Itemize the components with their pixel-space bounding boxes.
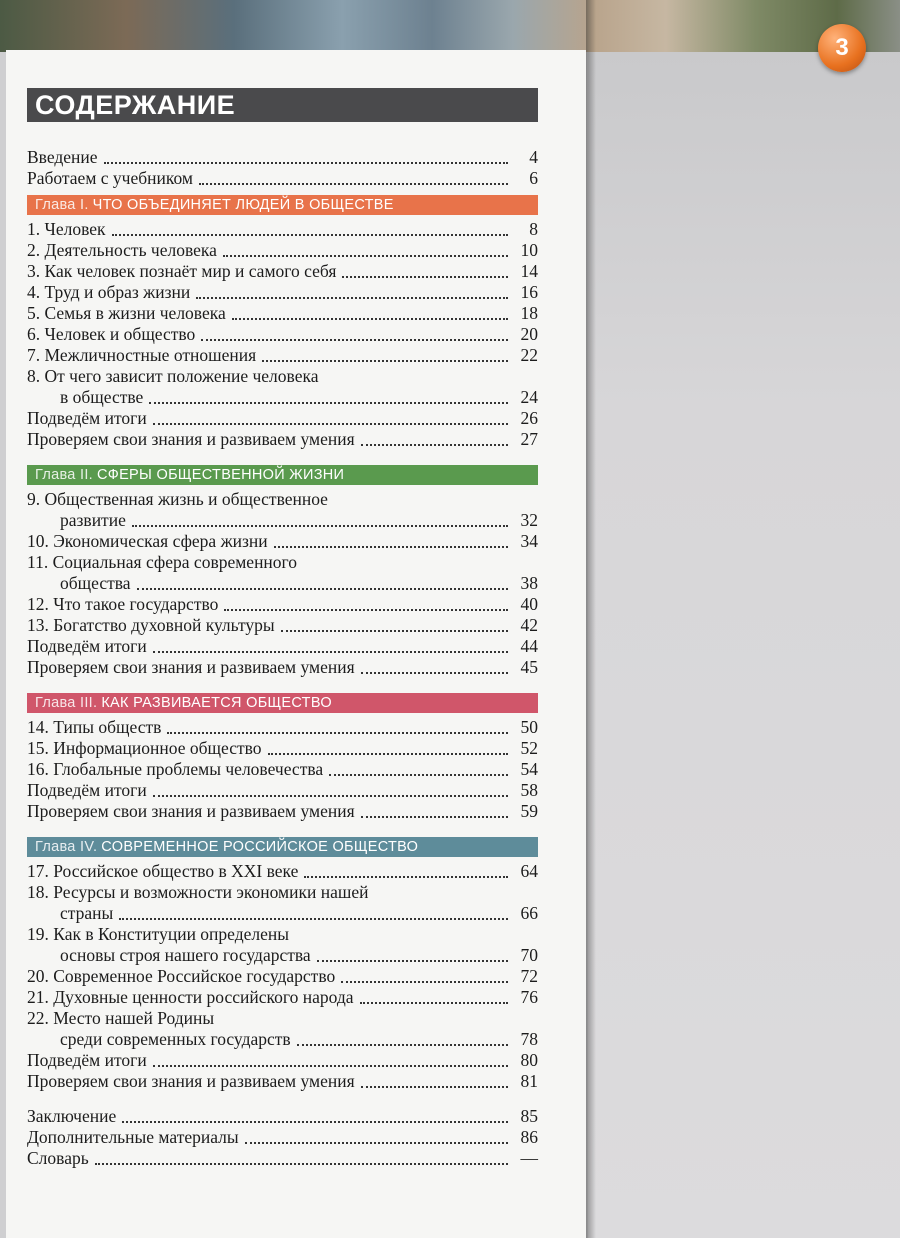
toc-page-number: — bbox=[520, 1148, 538, 1168]
toc-entry[interactable] bbox=[27, 282, 538, 303]
leader-dots bbox=[361, 812, 508, 818]
toc-entry-title: Заключение bbox=[27, 1106, 117, 1126]
toc-entry[interactable] bbox=[27, 345, 538, 366]
toc-entry-title: Подведём итоги bbox=[27, 408, 147, 428]
toc-page-number: 80 bbox=[520, 1050, 538, 1070]
toc-entry[interactable] bbox=[27, 657, 538, 678]
toc-entry[interactable] bbox=[27, 1127, 538, 1148]
leader-dots bbox=[224, 605, 508, 611]
leader-dots bbox=[119, 914, 508, 920]
toc-entry-title: Подведём итоги bbox=[27, 780, 147, 800]
toc-entry[interactable] bbox=[27, 801, 538, 822]
toc-entry[interactable] bbox=[27, 261, 538, 282]
toc-entry-title: 7. Межличностные отношения bbox=[27, 345, 257, 365]
toc-entry-continuation[interactable] bbox=[27, 945, 538, 966]
toc-entry-title: Проверяем свои знания и развиваем умения bbox=[27, 429, 355, 449]
toc-entry-title: 12. Что такое государство bbox=[27, 594, 219, 614]
toc-entry-title: 8. От чего зависит положение человека bbox=[27, 366, 319, 386]
toc-entry-title-continued: среди современных государств bbox=[60, 1029, 291, 1049]
toc-entry[interactable] bbox=[27, 966, 538, 987]
toc-entry[interactable] bbox=[27, 1050, 538, 1071]
leader-dots bbox=[304, 872, 508, 878]
toc-entry-continuation[interactable] bbox=[27, 510, 538, 531]
toc-entry[interactable] bbox=[27, 489, 538, 510]
leader-dots bbox=[223, 251, 508, 257]
toc-entry-title: 18. Ресурсы и возможности экономики нашей bbox=[27, 882, 369, 902]
toc-entry[interactable] bbox=[27, 531, 538, 552]
leader-dots bbox=[199, 179, 508, 185]
leader-dots bbox=[153, 1061, 508, 1067]
leader-dots bbox=[245, 1138, 508, 1144]
leader-dots bbox=[149, 398, 508, 404]
chapter-number: Глава I. bbox=[35, 197, 89, 213]
chapter-number: Глава IV. bbox=[35, 839, 98, 855]
leader-dots bbox=[95, 1159, 508, 1165]
toc-page-number: 14 bbox=[520, 261, 538, 281]
toc-entry-title: 4. Труд и образ жизни bbox=[27, 282, 191, 302]
toc-entry-title: Подведём итоги bbox=[27, 636, 147, 656]
toc-entry[interactable] bbox=[27, 366, 538, 387]
toc-entry-title: Проверяем свои знания и развиваем умения bbox=[27, 1071, 355, 1091]
toc-entry-title: 19. Как в Конституции определены bbox=[27, 924, 290, 944]
toc-page-number: 78 bbox=[520, 1029, 538, 1049]
toc-entry-title: Проверяем свои знания и развиваем умения bbox=[27, 657, 355, 677]
leader-dots bbox=[201, 335, 508, 341]
toc-page-number: 86 bbox=[520, 1127, 538, 1147]
toc-entry[interactable] bbox=[27, 861, 538, 882]
page-title: СОДЕРЖАНИЕ bbox=[27, 88, 538, 122]
toc-entry-title: 21. Духовные ценности российского народа bbox=[27, 987, 354, 1007]
toc-page-number: 16 bbox=[520, 282, 538, 302]
toc-entry[interactable] bbox=[27, 1148, 538, 1169]
toc-entry[interactable] bbox=[27, 408, 538, 429]
toc-entry[interactable] bbox=[27, 738, 538, 759]
leader-dots bbox=[297, 1040, 508, 1046]
toc-entry[interactable] bbox=[27, 303, 538, 324]
toc-entry-title: 3. Как человек познаёт мир и самого себя bbox=[27, 261, 337, 281]
toc-entry-continuation[interactable] bbox=[27, 1029, 538, 1050]
toc-page-number: 45 bbox=[520, 657, 538, 677]
toc-entry[interactable] bbox=[27, 324, 538, 345]
toc-entry[interactable] bbox=[27, 552, 538, 573]
toc-entry-title-continued: развитие bbox=[60, 510, 126, 530]
toc-entry[interactable] bbox=[27, 429, 538, 450]
leader-dots bbox=[104, 158, 508, 164]
toc-page-number: 76 bbox=[520, 987, 538, 1007]
chapter-heading[interactable] bbox=[27, 837, 538, 857]
toc-page-number: 54 bbox=[520, 759, 538, 779]
toc-entry[interactable] bbox=[27, 147, 538, 168]
leader-dots bbox=[112, 230, 508, 236]
leader-dots bbox=[153, 791, 508, 797]
toc-page-number: 81 bbox=[520, 1071, 538, 1091]
chapter-number: Глава III. bbox=[35, 695, 98, 711]
toc-entry[interactable] bbox=[27, 759, 538, 780]
toc-page-number: 40 bbox=[520, 594, 538, 614]
toc-entry-title: Подведём итоги bbox=[27, 1050, 147, 1070]
toc-entry[interactable] bbox=[27, 1106, 538, 1127]
chapter-heading[interactable] bbox=[27, 195, 538, 215]
toc-entry[interactable] bbox=[27, 636, 538, 657]
toc-page-number: 18 bbox=[520, 303, 538, 323]
toc-entry-continuation[interactable] bbox=[27, 903, 538, 924]
toc-page-number: 34 bbox=[520, 531, 538, 551]
toc-entry[interactable] bbox=[27, 594, 538, 615]
toc-entry-title: 13. Богатство духовной культуры bbox=[27, 615, 275, 635]
chapter-title: СФЕРЫ ОБЩЕСТВЕННОЙ ЖИЗНИ bbox=[96, 467, 345, 483]
toc-entry-title: Словарь bbox=[27, 1148, 89, 1168]
spacer bbox=[27, 1092, 538, 1106]
toc-entry-title: 14. Типы обществ bbox=[27, 717, 162, 737]
toc-page-number: 85 bbox=[520, 1106, 538, 1126]
toc-page-number: 50 bbox=[520, 717, 538, 737]
leader-dots bbox=[341, 977, 508, 983]
chapter-number: Глава II. bbox=[35, 467, 93, 483]
toc-page-number: 66 bbox=[520, 903, 538, 923]
toc-entry[interactable] bbox=[27, 1008, 538, 1029]
toc-entry[interactable] bbox=[27, 780, 538, 801]
leader-dots bbox=[167, 728, 508, 734]
table-of-contents bbox=[27, 147, 538, 1169]
toc-entry-title-continued: основы строя нашего государства bbox=[60, 945, 311, 965]
page-gutter bbox=[588, 52, 900, 1238]
toc-page-number: 59 bbox=[520, 801, 538, 821]
toc-entry-title-continued: страны bbox=[60, 903, 114, 923]
toc-page-number: 26 bbox=[520, 408, 538, 428]
toc-entry-title: 5. Семья в жизни человека bbox=[27, 303, 226, 323]
toc-entry-continuation[interactable] bbox=[27, 573, 538, 594]
leader-dots bbox=[268, 749, 508, 755]
spacer bbox=[27, 450, 538, 459]
chapter-title: ЧТО ОБЪЕДИНЯЕТ ЛЮДЕЙ В ОБЩЕСТВЕ bbox=[92, 197, 394, 213]
leader-dots bbox=[132, 521, 508, 527]
chapter-title: СОВРЕМЕННОЕ РОССИЙСКОЕ ОБЩЕСТВО bbox=[101, 839, 419, 855]
toc-page-number: 20 bbox=[520, 324, 538, 344]
toc-entry[interactable] bbox=[27, 240, 538, 261]
toc-page-number: 22 bbox=[520, 345, 538, 365]
toc-page-number: 42 bbox=[520, 615, 538, 635]
toc-entry[interactable] bbox=[27, 219, 538, 240]
page-number-badge: 3 bbox=[818, 24, 866, 72]
leader-dots bbox=[232, 314, 508, 320]
leader-dots bbox=[137, 584, 508, 590]
spacer bbox=[27, 678, 538, 687]
toc-entry[interactable] bbox=[27, 615, 538, 636]
toc-entry-title: 22. Место нашей Родины bbox=[27, 1008, 215, 1028]
toc-entry-title: 11. Социальная сфера современного bbox=[27, 552, 298, 572]
toc-entry-title: Работаем с учебником bbox=[27, 168, 193, 188]
leader-dots bbox=[361, 668, 508, 674]
leader-dots bbox=[317, 956, 508, 962]
toc-entry[interactable] bbox=[27, 987, 538, 1008]
leader-dots bbox=[196, 293, 508, 299]
toc-entry-title: Введение bbox=[27, 147, 98, 167]
toc-entry-title: 15. Информационное общество bbox=[27, 738, 262, 758]
spacer bbox=[27, 822, 538, 831]
leader-dots bbox=[153, 419, 508, 425]
toc-entry-title: 10. Экономическая сфера жизни bbox=[27, 531, 268, 551]
toc-page-number: 4 bbox=[529, 147, 538, 167]
leader-dots bbox=[281, 626, 508, 632]
toc-entry-title-continued: в обществе bbox=[60, 387, 144, 407]
toc-entry-title: 2. Деятельность человека bbox=[27, 240, 217, 260]
leader-dots bbox=[361, 440, 508, 446]
toc-page-number: 64 bbox=[520, 861, 538, 881]
leader-dots bbox=[329, 770, 508, 776]
leader-dots bbox=[361, 1082, 508, 1088]
toc-entry-title: 17. Российское общество в XXI веке bbox=[27, 861, 299, 881]
toc-page-number: 27 bbox=[520, 429, 538, 449]
toc-page-number: 6 bbox=[529, 168, 538, 188]
leader-dots bbox=[122, 1117, 508, 1123]
toc-entry-title: 20. Современное Российское государство bbox=[27, 966, 336, 986]
toc-entry-title: 1. Человек bbox=[27, 219, 106, 239]
leader-dots bbox=[342, 272, 508, 278]
toc-entry-title: 16. Глобальные проблемы человечества bbox=[27, 759, 324, 779]
toc-page-number: 38 bbox=[520, 573, 538, 593]
toc-entry[interactable] bbox=[27, 717, 538, 738]
leader-dots bbox=[360, 998, 508, 1004]
toc-page-number: 24 bbox=[520, 387, 538, 407]
toc-page-number: 32 bbox=[520, 510, 538, 530]
toc-page-number: 44 bbox=[520, 636, 538, 656]
toc-page-number: 58 bbox=[520, 780, 538, 800]
toc-entry[interactable] bbox=[27, 882, 538, 903]
toc-page-number: 10 bbox=[520, 240, 538, 260]
toc-entry-title-continued: общества bbox=[60, 573, 131, 593]
chapter-title: КАК РАЗВИВАЕТСЯ ОБЩЕСТВО bbox=[101, 695, 332, 711]
toc-entry[interactable] bbox=[27, 1071, 538, 1092]
gutter-shadow bbox=[586, 0, 596, 1238]
toc-page-number: 52 bbox=[520, 738, 538, 758]
toc-page-number: 70 bbox=[520, 945, 538, 965]
toc-entry-continuation[interactable] bbox=[27, 387, 538, 408]
toc-entry-title: Дополнительные материалы bbox=[27, 1127, 239, 1147]
toc-page-number: 72 bbox=[520, 966, 538, 986]
toc-entry[interactable] bbox=[27, 924, 538, 945]
chapter-heading[interactable] bbox=[27, 465, 538, 485]
header-photo-strip bbox=[0, 0, 900, 52]
leader-dots bbox=[262, 356, 508, 362]
toc-entry-title: 6. Человек и общество bbox=[27, 324, 196, 344]
toc-page-number: 8 bbox=[529, 219, 538, 239]
toc-entry-title: 9. Общественная жизнь и общественное bbox=[27, 489, 328, 509]
toc-entry-title: Проверяем свои знания и развиваем умения bbox=[27, 801, 355, 821]
toc-entry[interactable] bbox=[27, 168, 538, 189]
leader-dots bbox=[153, 647, 508, 653]
leader-dots bbox=[274, 542, 508, 548]
chapter-heading[interactable] bbox=[27, 693, 538, 713]
